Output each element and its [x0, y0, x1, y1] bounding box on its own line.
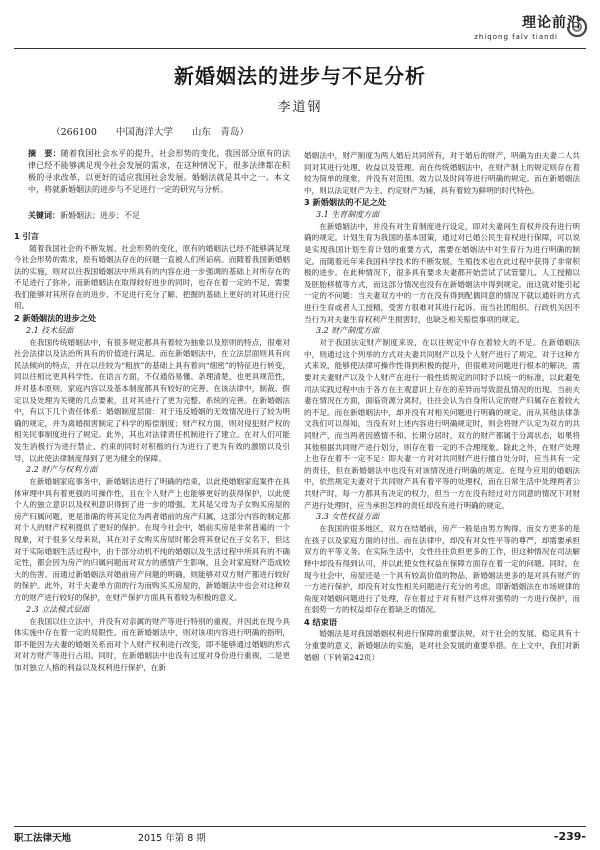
section-heading: 4 结束语: [304, 616, 338, 627]
header-divider: [14, 48, 586, 49]
abstract-label: 摘 要：: [28, 149, 61, 158]
article-title: 新婚姻法的进步与不足分析: [174, 64, 426, 88]
article-affiliation: （266100 中国海洋大学 山东 青岛）: [51, 127, 249, 138]
paragraph: 婚姻法中，财产制度为两人婚后共同所有，对于婚后的财产，明确为由夫妻二人共同对其进行处理、收益以及管理。而在传统婚姻法中，在财产制上的规定则存在着较为简单的现象，并没有对范围、效力以及时间等进行明确的规定。而在新婚姻法中，则以法定财产为主、约定财产为辅，具有着较为鲜明的时代特色。: [304, 151, 580, 195]
paragraph: 随着我国社会的不断发展、社会形势的变化，原有的婚姻法已经不能够满足现今社会形势的需求，原有婚姻法存在的问题一直被人们所诟病。而随着我国新婚姻法的实施，则对以往我国婚姻法中所具有的内容在进一步强调的基础上对所存在的不足进行了弥补。而新婚姻法在取得较好进步的同时，也存在着一定的不足，需要我们能够对其所存在的进步、不足进行充分了解、把握的基础上更好的对其进行应用。: [14, 243, 290, 311]
keywords-label: 关键词：: [28, 211, 60, 220]
section-heading: 3 新婚姻法的不足之处: [304, 197, 387, 208]
subsection-heading: 2.2 财产与权利方面: [26, 465, 98, 475]
column-pinyin: zhiqong falv tiandi: [474, 33, 558, 41]
abstract: [28, 148, 290, 196]
subsection-heading: 2.1 技术层面: [26, 325, 74, 335]
article-author: 李道钢: [277, 100, 323, 115]
subsection-heading: 3.1 生育制度方面: [316, 209, 380, 219]
paragraph: 婚姻法是对我国婚姻权利进行保障的重要法规，对于社会的发展、稳定具有十分重要的意义，新婚姻法的实施，是对社会发展的重要举措。在上文中，我们对新婚姻（下转第242页）: [304, 629, 580, 662]
subsection-heading: 2.3 立法模式层面: [26, 604, 90, 614]
right-column: [304, 150, 580, 663]
keywords: [28, 210, 290, 222]
paragraph: 在新婚姻法中，并没有对生育制度进行设定，即对夫妻间生育权并没有进行明确的规定。计划生育为我国的基本国策，通过对已婚公民生育权进行保障，可以说是实现我国计划生育计划的重要方式，需要在婚姻法中对生育行为进行明确的制定。而随着近年来我国科学技术的不断发展，生殖技术也在此过程中获得了非常积极的进步。在此种情况下，很多具有要求夫妻都开始尝试了试管婴儿、人工授精以及胚胎移植等方式，而这部分情况也没有在新婚姻法中得到规定。而这就对能引起一定的不问题：当夫妻双方中的一方在没有得到配偶同意的情况下就以通奸的方式进行生育或者人工授精，受害方很难对其进行起诉。而当社团组织、行政机关因不当行为对夫妻生育权利产生损害时，也缺乏相关赔偿事项的规定。: [304, 221, 580, 324]
paragraph: 在我国以往立法中，并没有对亲属的财产等进行特别的重视，并因此在现今具体实施中存在着一定的局限性。而在新婚姻法中，则对该项内容进行明确的指明，即不能因为夫妻的婚姻关系而对个人财产权利进行改变，即不能够通过婚姻的形式对对方财产等进行占用。同时，在新婚姻法中也没有过度对身份进行重视，二是更加对独立人格的利益以及权利进行保护，在新: [14, 616, 290, 672]
issue-number: 2015 年第 8 期: [138, 833, 206, 844]
page-number: -239-: [553, 830, 586, 843]
page-footer: [14, 830, 586, 846]
footer-divider: [14, 826, 586, 827]
journal-name: 职工法律天地: [14, 833, 72, 844]
section-heading: 2 新婚姻法的进步之处: [14, 313, 97, 324]
swirl-logo-icon: [566, 16, 588, 38]
column-title: 理论前沿: [522, 15, 582, 31]
section-heading: 1 引言: [14, 231, 39, 241]
subsection-heading: 3.2 财产制度方面: [316, 326, 380, 336]
subsection-heading: 3.3 女性权益方面: [316, 512, 380, 522]
paragraph: 在我国的很多地区，双方在结婚前，房产一般是由男方购得，而女方更多的是在孩子以及家庭方面的付出。而在法律中，却没有对女性平等的尊严，却需要承担双方的平等义务。在实际生活中，女性往往负担更多的工作，但这种情况在司法解释中却没有得到认可，并以此使女性权益在保障方面存在着一定的问题。同时，在现今社会中，房屋还是一个具有较高价值的物品，新婚姻法更多的是对具有财产的一方进行保护，却没有对女性相关问题进行充分的考虑，即新婚姻法在市场规律的角度对婚姻问题进行了处理，存在着过于对有财产这样对强势的一方进行保护，而在弱势一方的权益却存在着缺乏的情况。: [304, 524, 580, 615]
keywords-text: 新婚姻法；进步；不足: [60, 211, 140, 220]
paragraph: 在我国传统婚姻法中，有很多规定都具有着较为抽象以及原则的特点，很难对社会法律以及法治所具有的价值进行满足。而在新婚姻法中，在立法层面则具有向民法倾向的特点，并在以往较为“粗放”的基础上具有着向“细密”的特征进行转变，同以往相比更具科学性。在语言方面，不仅通俗易懂、条理清楚，也更具规范性，并对基本原则、家庭内容以及基本制度都具有较好的完善。在该法律中，制裁、假定以及处理为关键的几点要素，且对其进行了更为完整、系统的完善。在新婚姻法中，有以下几个责任体系：婚姻制度层面：对于违反婚姻的无效情况进行了较为明确的规定，并为离婚损害制定了科学的赔偿制度；财产权方面，则对侵犯财产权的相关民事制度进行了规定。此外，其也对法律责任机制进行了建立。在对人们可能发生消极行为进行禁止、约束的同时对积极的行为进行了更为有效的激励以及引导，以此使法律制度得到了更为健全的保障。: [14, 337, 290, 463]
abstract-text: 随着我国社会水平的提升，社会形势的变化，我国部分原有的法律已经不能够满足现今社会发展的需求，在这种情况下，很多法律都在积极的寻求改革，以更好的适应我国社会发展。婚姻法就是其中之一。本文中，将就新婚姻法的进步与不足进行一定的研究与分析。: [28, 149, 291, 194]
paragraph: 对于我国法定财产制度来说，在以往规定中存在着较大的不足。在新婚姻法中，则通过这个列举的方式对夫妻共同财产以及个人财产进行了规定。对于这种方式来说，能够使法律可操作性得到积极的提升，但很难对问题进行根本的解决，需要对夫妻财产以及个人财产在进行一般性质规定的同时予以统一的标准，以此避免司法实践过程中由于各方在主观意识上存在的差异而导致混乱情况的出现。当前夫妻在情况在方面，面临资源分离时，往往会认为自身所认定的财产归属存在着较大的不足。而在新婚姻法中，却并没有对相关问题进行明确的规定。而从其他法律条文我们可以得知，当没有对上述内容进行明确规定时，则会将财产认定为双方的共同财产，而当两者因感情不和、长期分居时，双方的财产都属于分离状态，如果将其他根据共同财产进行划分，则存在着一定的不合理现象。除此之外，在财产处理上也存在着不一定不足：即夫妻一方对对共同财产进行擅自处分时，应当具有一定的责任，但在新婚姻法中也没有对该情况进行明确的规定。在现今应用的婚姻法中，依然规定夫妻对于共同财产具有着平等的处理权，而在日常生活中处理两者公共财产时，每一方都具有决定的权力，但当一方在没有经过对方同意的情况下对财产进行处理时，应当承担怎样的责任却没有进行明确的规定。: [304, 338, 580, 510]
left-column: [14, 230, 290, 674]
paragraph: 在新婚姻家庭事务中，新婚姻法进行了明确的结束，以此使婚姻家庭案件在具体审理中具有着更强的可操作性，且在个人财产上也能够更好的获得保护，以此使个人的独立意识以及权利意识得到了进一步的增强。尤其是父母为子女购买房屋的房产归属问题，更是准确的将其定位为两者婚前的房产归属，这部分内容的制定都对个人的财产权利提供了更好的保护。在现今社会中，婚前买房是非常普遍的一个现象，对于很多父母来说，其在对子女购买房屋时都会将其登记在子女名下，但这对于实际婚姻生活过程中，由于部分动机不纯的婚姻以及生活过程中所具有的不确定性，都会因为房产的归属问题而对双方的感情产生影响，且会对家庭财产造成较大的伤害。而通过新婚姻法对婚前房产问题的明确，则能够对双方财产都进行较好的保护。此外，对于夫妻单方面的行为而购买买房屋的，新婚姻法中也会对这种双方的财产进行较好的保护，在财产保护方面具有着较为积极的意义。: [14, 477, 290, 603]
